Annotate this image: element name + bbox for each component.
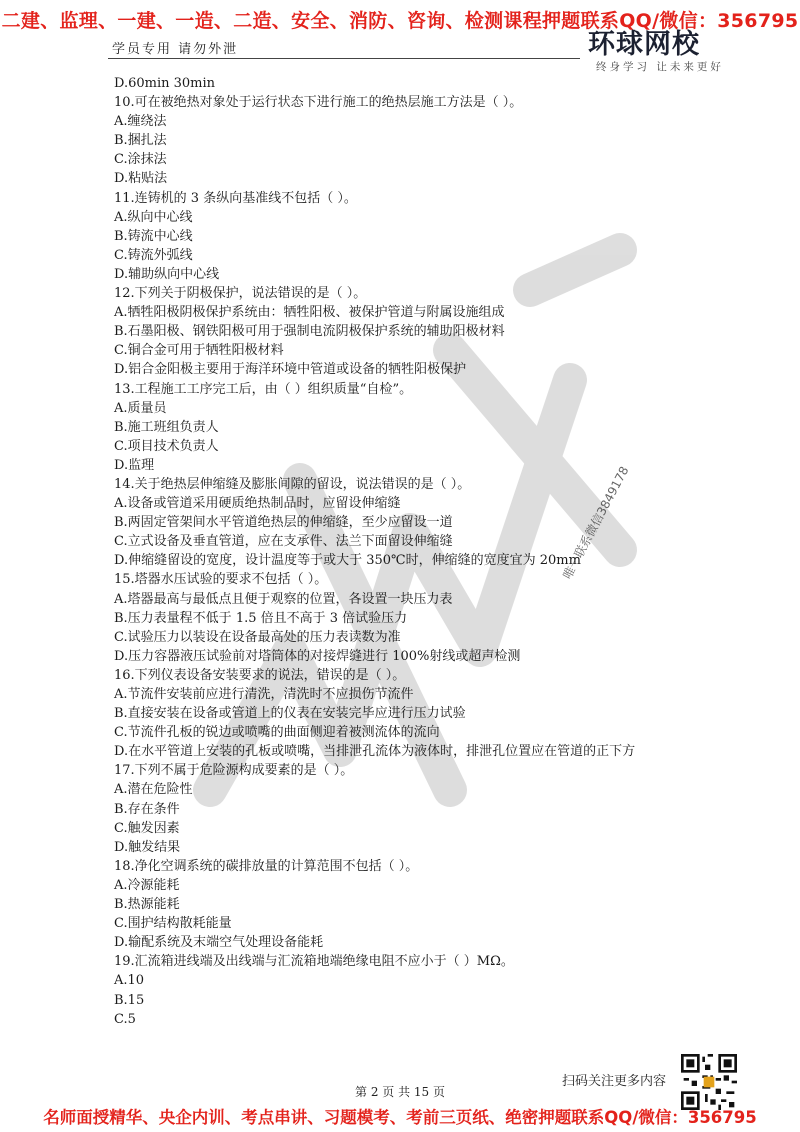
text-line: B.存在条件 <box>114 801 180 817</box>
text-line: 14.关于绝热层伸缩缝及膨胀间隙的留设，说法错误的是（ ）。 <box>114 476 471 492</box>
text-line: D.压力容器液压试验前对塔筒体的对接焊缝进行 100%射线或超声检测 <box>114 648 521 664</box>
text-line: A.质量员 <box>114 400 167 416</box>
text-line: A.10 <box>114 973 145 989</box>
text-line: B.两固定管架间水平管道绝热层的伸缩缝，至少应留设一道 <box>114 515 453 531</box>
text-line: C.试验压力以装设在设备最高处的压力表读数为准 <box>114 629 401 645</box>
text-line: C.触发因素 <box>114 820 180 836</box>
text-line: C.围护结构散耗能量 <box>114 916 232 932</box>
text-line: B.直接安装在设备或管道上的仪表在安装完毕应进行压力试验 <box>114 706 466 722</box>
text-line: C.立式设备及垂直管道，应在支承件、法兰下面留设伸缩缝 <box>114 534 453 550</box>
bottom-promo-banner: 名师面授精华、央企内训、考点串讲、习题模考、考前三页纸、绝密押题联系QQ/微信：356795 <box>43 1108 757 1127</box>
text-line: 11.连铸机的 3 条纵向基准线不包括（ ）。 <box>114 190 357 206</box>
text-line: C.铜合金可用于牺牲阳极材料 <box>114 343 284 359</box>
text-line: D.输配系统及末端空气处理设备能耗 <box>114 935 324 951</box>
text-line: 13.工程施工工序完工后，由（ ）组织质量“自检”。 <box>114 381 413 397</box>
text-line: 19.汇流箱进线端及出线端与汇流箱地端绝缘电阻不应小于（ ）MΩ。 <box>114 954 514 970</box>
text-line: B.石墨阳极、钢铁阳极可用于强制电流阴极保护系统的辅助阳极材料 <box>114 324 505 340</box>
text-line: B.热源能耗 <box>114 897 180 913</box>
text-line: D.伸缩缝留设的宽度，设计温度等于或大于 350℃时，伸缩缝的宽度宜为 20mm <box>114 553 581 569</box>
text-line: A.节流件安装前应进行清洗，清洗时不应损伤节流件 <box>114 687 414 702</box>
page-number: 第 2 页 共 15 页 <box>355 1085 445 1099</box>
text-line: A.塔器最高与最低点且便于观察的位置，各设置一块压力表 <box>114 591 453 607</box>
text-line: D.60min 30min <box>114 76 216 91</box>
header-notice: 学员专用 请勿外泄 <box>112 42 239 57</box>
header-divider <box>108 58 580 59</box>
text-line: D.铝合金阳极主要用于海洋环境中管道或设备的牺牲阳极保护 <box>114 362 467 378</box>
text-line: A.潜在危险性 <box>114 782 193 798</box>
text-line: D.监理 <box>114 457 155 473</box>
text-line: A.牺牲阳极阴极保护系统由：牺牲阳极、被保护管道与附属设施组成 <box>114 305 505 321</box>
text-line: C.涂抹法 <box>114 152 167 168</box>
text-line: D.触发结果 <box>114 839 181 855</box>
text-line: B.压力表量程不低于 1.5 倍且不高于 3 倍试验压力 <box>114 610 408 626</box>
text-line: A.缠绕法 <box>114 114 167 130</box>
text-line: C.项目技术负责人 <box>114 438 219 454</box>
text-line: C.5 <box>114 1011 136 1027</box>
text-line: A.冷源能耗 <box>114 877 180 893</box>
text-line: 15.塔器水压试验的要求不包括（ ）。 <box>114 572 328 588</box>
text-line: B.捆扎法 <box>114 133 167 149</box>
logo-slogan: 终身学习 让未来更好 <box>596 61 724 73</box>
text-line: 17.下列不属于危险源构成要素的是（ ）。 <box>114 763 354 779</box>
text-line: D.粘贴法 <box>114 171 168 187</box>
text-line: B.施工班组负责人 <box>114 419 219 435</box>
question-list <box>114 74 714 1029</box>
text-line: C.铸流外弧线 <box>114 247 193 263</box>
text-line: C.节流件孔板的锐边或喷嘴的曲面侧迎着被测流体的流向 <box>114 725 440 741</box>
text-line: D.辅助纵向中心线 <box>114 266 220 282</box>
text-line: 12.下列关于阴极保护，说法错误的是（ ）。 <box>114 286 367 302</box>
text-line: 10.可在被绝热对象处于运行状态下进行施工的绝热层施工方法是（ ）。 <box>114 95 523 111</box>
text-line: B.铸流中心线 <box>114 228 193 244</box>
text-line: A.纵向中心线 <box>114 209 193 225</box>
text-line: B.15 <box>114 992 145 1008</box>
text-line: A.设备或管道采用硬质绝热制品时，应留设伸缩缝 <box>114 496 401 512</box>
logo-text: 环球网校 <box>588 29 700 60</box>
text-line: 16.下列仪表设备安装要求的说法，错误的是（ ）。 <box>114 667 406 683</box>
scan-note: 扫码关注更多内容 <box>562 1074 667 1089</box>
text-line: 18.净化空调系统的碳排放量的计算范围不包括（ ）。 <box>114 858 419 874</box>
top-promo-banner: 二建、监理、一建、一造、二造、安全、消防、咨询、检测课程押题联系QQ/微信：356795 <box>1 10 799 32</box>
qr-code-icon <box>681 1054 737 1110</box>
text-line: D.在水平管道上安装的孔板或喷嘴，当排泄孔流体为液体时，排泄孔位置应在管道的正下方 <box>114 744 636 760</box>
watermark-side-text: 唯一联系微信3849178 <box>560 464 632 582</box>
